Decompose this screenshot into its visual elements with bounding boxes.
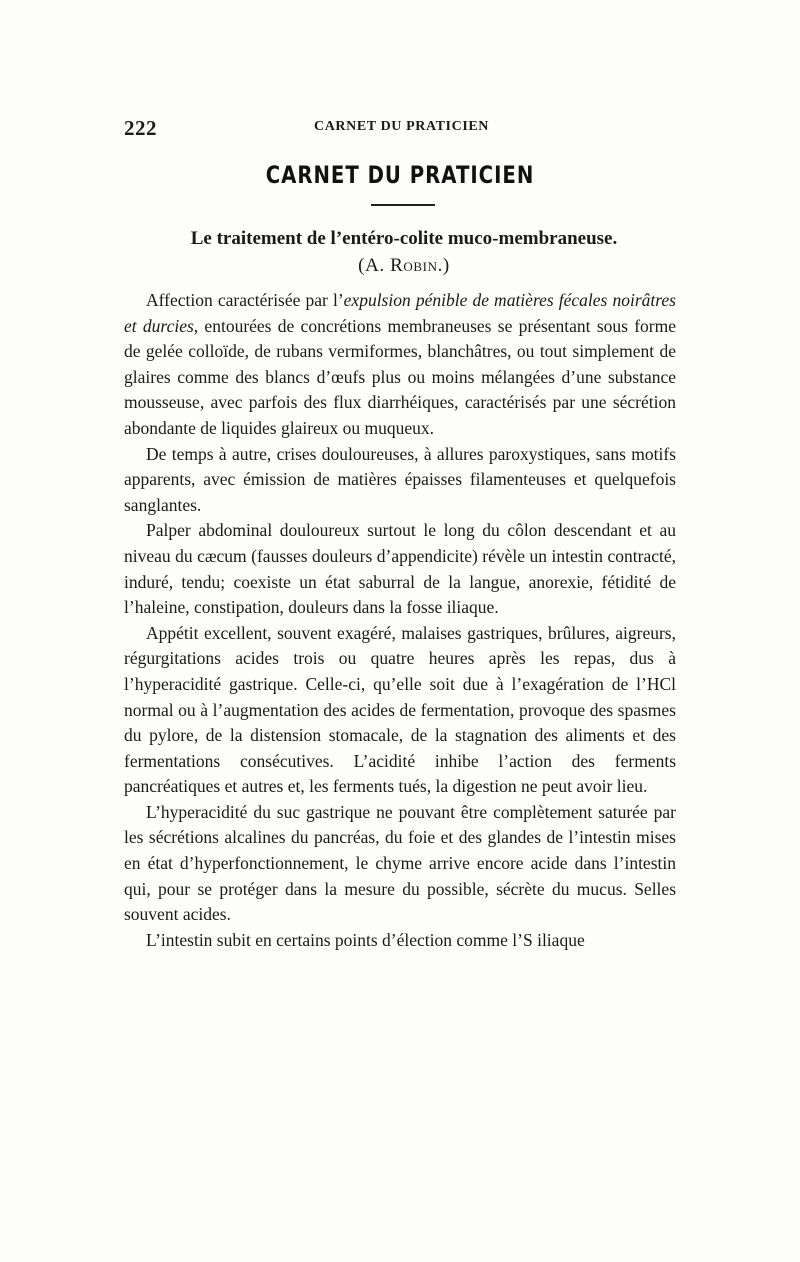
paragraph-2: De temps à autre, crises douloureuses, à allures paroxystiques, sans motifs apparents, avec émission de matières épaisses filamenteuses et quelquefois sanglantes. (124, 443, 676, 515)
paragraph-1 (124, 288, 676, 442)
author-close: .) (437, 255, 450, 276)
section-title: CARNET DU PRATICIEN (265, 161, 535, 189)
paragraph-1-lead: Affection caractérisée par l’ (146, 290, 344, 310)
paragraph-1-rest: , entourées de concrétions membraneuses se présentant sous forme de gelée colloïde, de rubans vermiformes, blanchâtres, ou tout simplement de glaires comme des blancs d’œufs plus ou moins mélangées d’une substance mousseuse, avec parfois des flux diarrhéiques, caractérisés par une sécrétion abondante de liquides glaireux ou muqueux. (124, 315, 677, 438)
article-body (124, 288, 676, 953)
paragraph-6: L’intestin subit en certains points d’élection comme l’S iliaque (146, 929, 585, 950)
running-head (124, 116, 676, 138)
page-number: 222 (124, 116, 157, 140)
paragraph-1-italic: expulsion pénible de matières fécales noirâtres et durcies (124, 290, 676, 336)
section-divider (371, 204, 435, 206)
author-open: (A. (358, 255, 391, 276)
paragraph-3: Palper abdominal douloureux surtout le long du côlon descendant et au niveau du cæcum (fausses douleurs d’appendicite) révèle un intestin contracté, induré, tendu; coexiste un état saburral de la langue, anorexie, fétidité de l’haleine, constipation, douleurs dans la fosse iliaque. (124, 520, 676, 618)
paragraph-5: L’hyperacidité du suc gastrique ne pouvant être complètement saturée par les sécrétions alcalines du pancréas, du foie et des glandes de l’intestin mises en état d’hyperfonctionnement, le chyme arrive encore acide dans l’intestin qui, pour se protéger dans la mesure du possible, sécrète du mucus. Selles souvent acides. (124, 801, 676, 925)
author-name: Robin (390, 255, 438, 276)
running-title: CARNET DU PRATICIEN (314, 119, 490, 134)
article-author (0, 255, 800, 277)
paragraph-4: Appétit excellent, souvent exagéré, malaises gastriques, brûlures, aigreurs, régurgitations acides trois ou quatre heures après les repas, dus à l’hyperacidité gastrique. Celle-ci, qu’elle soit due à l’exagération de l’HCl normal ou à l’augmentation des acides de fermentation, provoque des spasmes du pylore, de la distension stomacale, de la stagnation des aliments et des fermentations consécutives. L’acidité inhibe l’action des ferments pancréatiques et autres et, les ferments tués, la digestion ne peut avoir lieu. (124, 622, 676, 797)
article-title: Le traitement de l’entéro-colite muco-membraneuse. (190, 228, 618, 249)
